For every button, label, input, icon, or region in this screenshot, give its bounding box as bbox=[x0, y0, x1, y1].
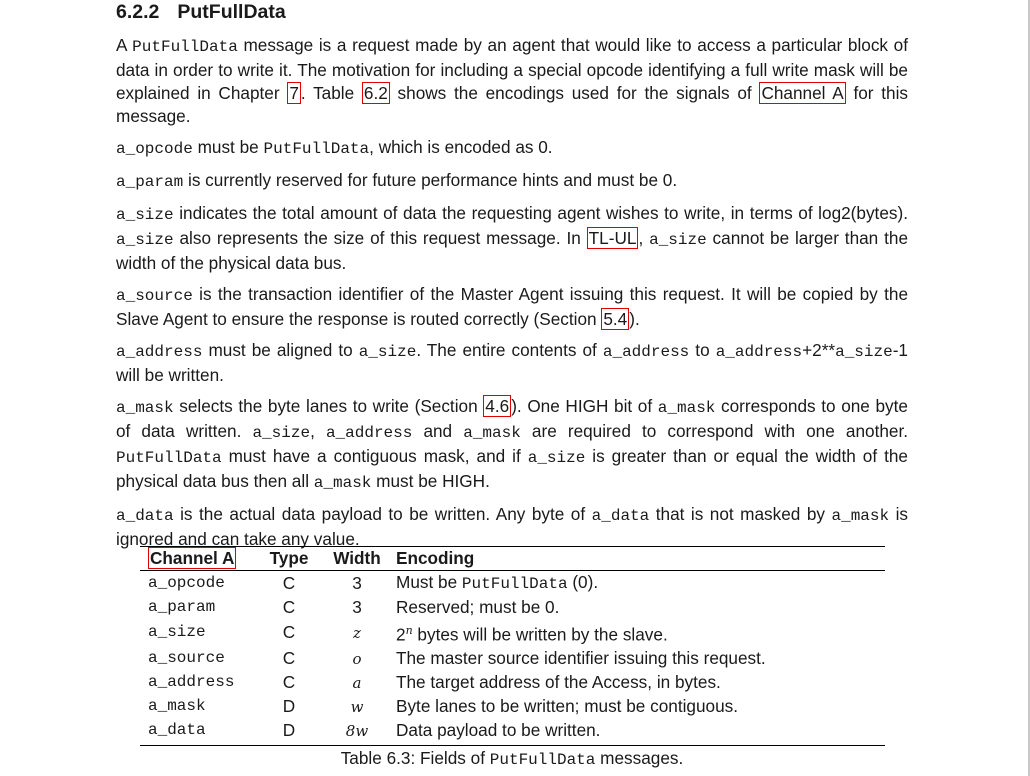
text: , bbox=[638, 228, 650, 248]
field-width bbox=[318, 695, 388, 719]
text: are required to correspond with one another. bbox=[520, 421, 909, 441]
field-type: D bbox=[282, 696, 296, 717]
header-width: Width bbox=[318, 547, 388, 571]
field-encoding bbox=[388, 619, 885, 647]
code-term: a_param bbox=[116, 173, 184, 191]
document-body bbox=[116, 0, 908, 559]
chapter-link[interactable]: 7 bbox=[289, 83, 299, 103]
code-term: PutFullData bbox=[489, 751, 596, 769]
code-term: PutFullData bbox=[116, 449, 222, 467]
math-symbol: 8w bbox=[345, 721, 369, 740]
text: ). One HIGH bit of bbox=[511, 396, 658, 416]
code-term: a_size bbox=[116, 231, 174, 249]
section-heading bbox=[116, 0, 908, 24]
section-title: PutFullData bbox=[177, 1, 286, 23]
text: also represents the size of this request message. In bbox=[173, 228, 587, 248]
text: (0). bbox=[567, 572, 599, 592]
field-width bbox=[318, 719, 388, 746]
field-type: C bbox=[282, 672, 296, 693]
text: . The entire contents of bbox=[416, 340, 603, 360]
text: is currently reserved for future performance hints and must be 0. bbox=[183, 170, 678, 190]
text: bytes will be written by the slave. bbox=[412, 624, 668, 645]
field-name: a_address bbox=[148, 673, 235, 692]
math-symbol: a bbox=[352, 673, 362, 692]
code-term: a_size bbox=[116, 206, 174, 224]
paragraph-opcode bbox=[116, 136, 908, 161]
field-name: a_param bbox=[148, 598, 216, 616]
code-term: a_size bbox=[527, 449, 586, 467]
text: and bbox=[412, 421, 464, 441]
text: must be aligned to bbox=[202, 340, 359, 360]
field-name: a_data bbox=[140, 719, 252, 746]
paragraph-mask bbox=[116, 395, 908, 495]
text: is the actual data payload to be written. Any byte of bbox=[173, 504, 592, 524]
field-name: a_mask bbox=[148, 697, 206, 716]
code-term: PutFullData bbox=[132, 38, 238, 56]
code-term: a_address bbox=[715, 343, 803, 361]
code-term: PutFullData bbox=[461, 575, 568, 593]
code-term: a_opcode bbox=[116, 140, 193, 158]
table-row bbox=[140, 719, 885, 746]
text: +2** bbox=[802, 340, 836, 360]
field-encoding: Data payload to be written. bbox=[388, 719, 885, 746]
text: A bbox=[116, 35, 133, 55]
paragraph-data bbox=[116, 503, 908, 551]
fields-table bbox=[140, 546, 885, 746]
text: . Table bbox=[300, 83, 362, 103]
table-row bbox=[140, 596, 885, 619]
code-term: a_mask bbox=[116, 399, 174, 417]
text: , bbox=[310, 421, 326, 441]
field-name: a_size bbox=[148, 623, 206, 642]
text: messages. bbox=[595, 748, 684, 768]
text: to bbox=[689, 340, 716, 360]
code-term: a_size bbox=[358, 343, 417, 361]
field-encoding: The master source identifier issuing this request. bbox=[396, 648, 766, 669]
code-term: PutFullData bbox=[263, 140, 370, 158]
field-type: C bbox=[282, 648, 296, 669]
section-link[interactable]: 4.6 bbox=[485, 396, 510, 416]
channel-a-link[interactable]: Channel A bbox=[150, 548, 235, 568]
math-symbol: o bbox=[352, 649, 362, 668]
channel-a-link[interactable]: Channel A bbox=[761, 83, 844, 103]
field-encoding: The target address of the Access, in bytes. bbox=[396, 672, 721, 693]
code-term: a_mask bbox=[657, 399, 716, 417]
text: indicates the total amount of data the requesting agent wishes to write, in terms of log2(bytes). bbox=[173, 203, 908, 223]
code-term: a_data bbox=[591, 507, 650, 525]
code-term: a_data bbox=[116, 507, 174, 525]
field-encoding: Reserved; must be 0. bbox=[396, 597, 560, 617]
text: message is a request made by an agent that would like to access a particular block of data in order to write it. The motivation for including a special opcode identifying a full write mask will be explained in Chapter bbox=[116, 35, 908, 103]
paragraph-source bbox=[116, 283, 908, 331]
table-row bbox=[140, 671, 885, 695]
field-type: C bbox=[282, 597, 296, 617]
text: Must be bbox=[396, 572, 462, 592]
math-symbol: z bbox=[353, 623, 361, 642]
field-encoding: Byte lanes to be written; must be contiguous. bbox=[396, 696, 739, 717]
text: for this message. bbox=[116, 83, 908, 126]
header-encoding: Encoding bbox=[388, 547, 885, 571]
text: cannot be larger than the width of the physical data bus. bbox=[116, 228, 908, 273]
table-caption bbox=[0, 746, 1030, 772]
field-encoding bbox=[388, 571, 885, 597]
math-symbol: w bbox=[350, 697, 364, 716]
section-number: 6.2.2 bbox=[116, 1, 160, 23]
code-term: a_mask bbox=[831, 507, 890, 525]
table-row bbox=[140, 571, 885, 597]
code-term: a_mask bbox=[463, 424, 521, 442]
field-width bbox=[318, 647, 388, 671]
field-name: a_source bbox=[148, 649, 225, 668]
text: , which is encoded as 0. bbox=[369, 137, 553, 157]
paragraph-size bbox=[116, 202, 908, 275]
field-type: C bbox=[282, 573, 296, 593]
tl-ul-link[interactable]: TL-UL bbox=[588, 228, 637, 248]
table-row bbox=[140, 695, 885, 719]
text: must have a contiguous mask, and if bbox=[221, 446, 528, 466]
text: must be HIGH. bbox=[371, 471, 490, 491]
text: is ignored and can take any value. bbox=[116, 504, 909, 549]
text: Table 6.3: Fields of bbox=[340, 748, 490, 768]
table-link[interactable]: 6.2 bbox=[363, 83, 388, 103]
code-term: a_size bbox=[835, 343, 893, 361]
field-width bbox=[318, 619, 388, 647]
header-channel bbox=[140, 547, 252, 571]
paragraph-intro bbox=[116, 34, 908, 128]
table-row bbox=[140, 647, 885, 671]
field-width: 3 bbox=[352, 573, 362, 593]
text: that is not masked by bbox=[649, 504, 832, 524]
text: shows the encodings used for the signals of bbox=[389, 83, 760, 103]
code-term: a_size bbox=[252, 424, 311, 442]
paragraph-param bbox=[116, 169, 908, 194]
text: corresponds to one byte of data written. bbox=[116, 396, 908, 441]
field-width: 3 bbox=[352, 597, 362, 617]
math-exponent: n bbox=[405, 624, 413, 637]
code-term: a_size bbox=[649, 231, 707, 249]
section-link[interactable]: 5.4 bbox=[603, 309, 628, 329]
code-term: a_address bbox=[116, 343, 203, 361]
code-term: a_address bbox=[602, 343, 690, 361]
header-type: Type bbox=[252, 547, 318, 571]
table-header-row bbox=[140, 547, 885, 571]
text: -1 will be written. bbox=[116, 340, 908, 385]
table-row bbox=[140, 619, 885, 647]
code-term: a_source bbox=[116, 287, 193, 305]
text: must be bbox=[192, 137, 264, 157]
text: 2 bbox=[396, 624, 406, 645]
text: is greater than or equal the width of the physical data bus then all bbox=[116, 446, 908, 491]
code-term: a_address bbox=[325, 424, 413, 442]
text: ). bbox=[629, 309, 640, 329]
text: is the transaction identifier of the Master Agent issuing this request. It will be copied by the Slave Agent to ensure the response is routed correctly (Section bbox=[116, 284, 908, 329]
field-type: D bbox=[252, 719, 318, 746]
field-width bbox=[318, 671, 388, 695]
text: selects the byte lanes to write (Section bbox=[173, 396, 484, 416]
paragraph-address bbox=[116, 339, 908, 387]
field-name: a_opcode bbox=[148, 574, 225, 592]
field-type: C bbox=[282, 622, 296, 643]
code-term: a_mask bbox=[313, 474, 372, 492]
